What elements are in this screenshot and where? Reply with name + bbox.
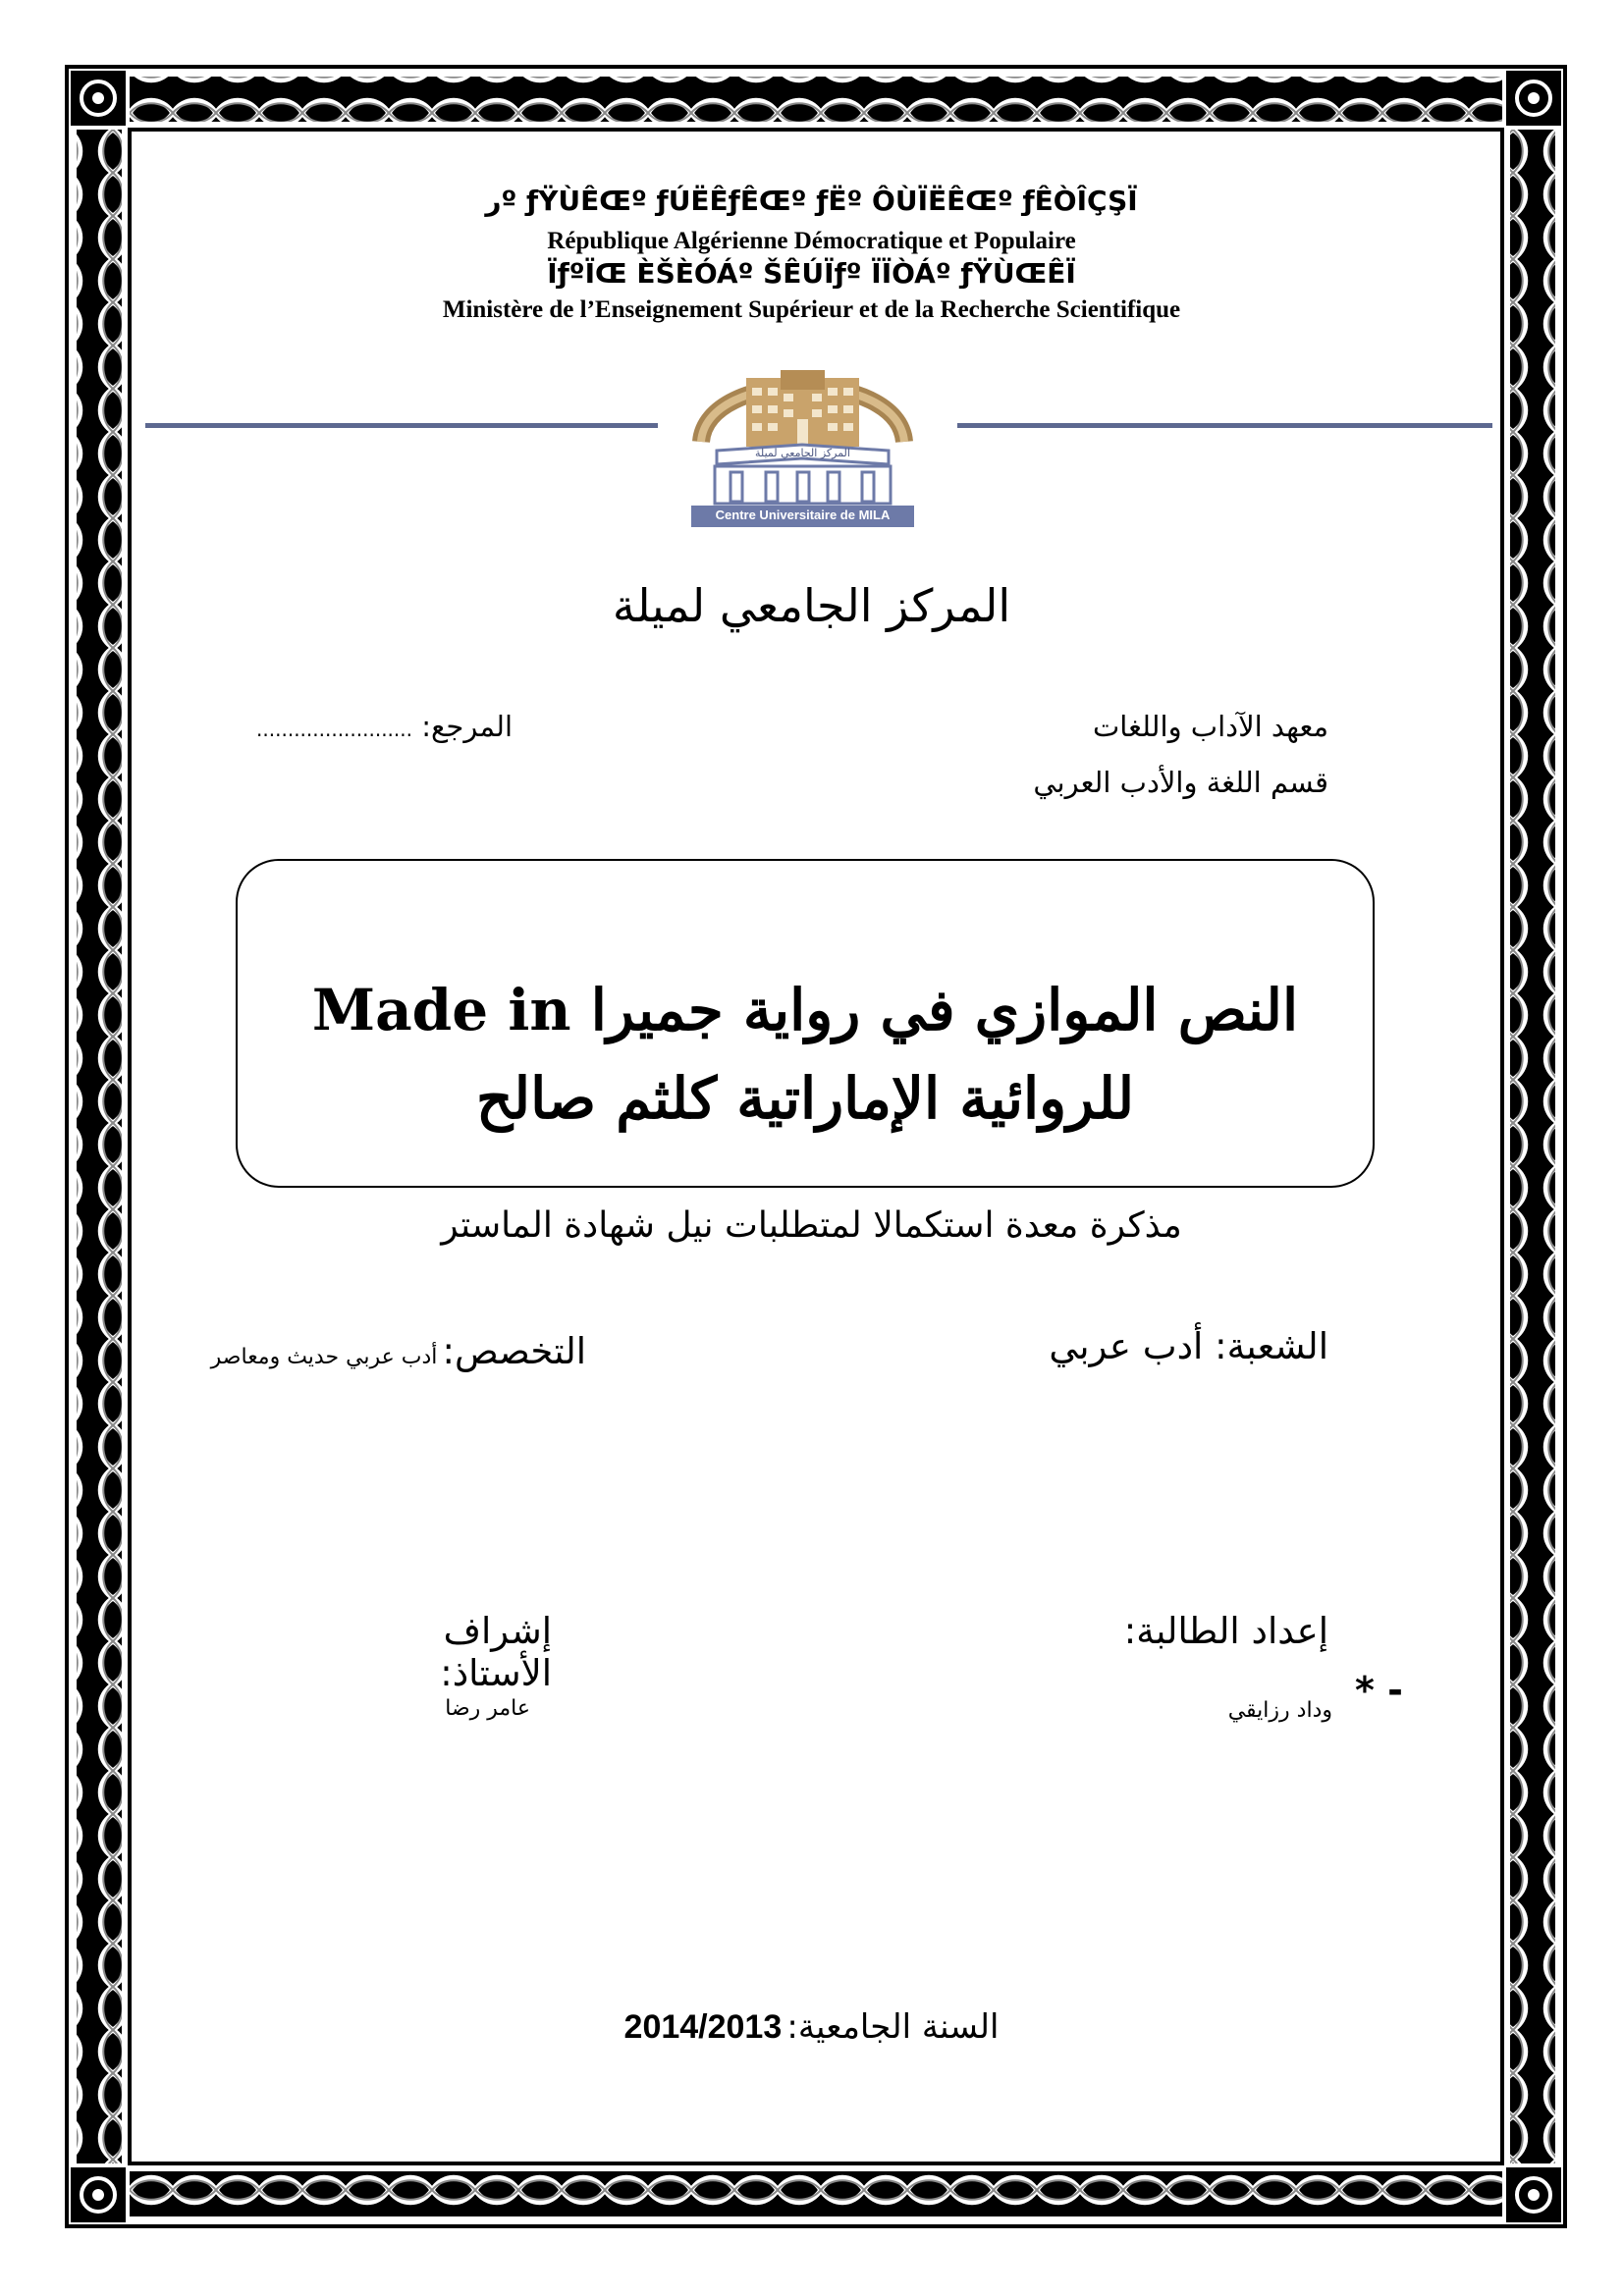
corner-ornament-bottom-left (71, 2167, 126, 2222)
university-logo (687, 348, 918, 530)
reference-field (228, 710, 513, 743)
header-rule-left (145, 423, 658, 428)
center-name: المركز الجامعي لميلة (612, 579, 1011, 632)
academic-year (0, 2007, 1623, 2047)
french-ministry-name: Ministère de l’Enseignement Supérieur et de la Recherche Scientifique (442, 296, 1181, 323)
academic-year-label: السنة الجامعية: (786, 2007, 1000, 2047)
supervisor-label: إشراف الأستاذ: (440, 1610, 552, 1694)
header-rule-right (957, 423, 1492, 428)
branch-value: أدب عربي (1049, 1325, 1204, 1367)
specialty-value: أدب عربي حديث ومعاصر (210, 1345, 438, 1369)
student-name: وداد رزايقي (1227, 1698, 1332, 1723)
student-bullet: * - (1355, 1669, 1403, 1712)
arabic-ministry-name: ÏƒºÏŒ ÈŠÈÓÁº ŠÊÚÏƒº ÏÏÒÁº ƒŸÙŒÊÏ (547, 257, 1076, 290)
reference-label: المرجع: (421, 710, 513, 743)
specialty-field (162, 1330, 586, 1372)
corner-ornament-bottom-right (1506, 2167, 1561, 2222)
department-name: قسم اللغة والأدب العربي (1033, 766, 1328, 799)
student-label: إعداد الطالبة: (1123, 1610, 1328, 1652)
reference-value: ......................... (256, 718, 412, 741)
branch-field (1049, 1325, 1328, 1367)
institute-name: معهد الآداب واللغات (1092, 710, 1328, 743)
branch-label: الشعبة: (1215, 1325, 1328, 1367)
corner-ornament-top-right (1506, 71, 1561, 126)
thesis-title-line2: للروائية الإماراتية كلثم صالح (475, 1065, 1135, 1132)
arabic-republic-name: ﺭº ƒŸÙÊŒº ƒÚËÊƒÊŒº ƒËº ÔÙÏËÊŒº ƒÊÒÎÇŞÏ (485, 185, 1138, 217)
specialty-label: التخصص: (442, 1330, 586, 1372)
corner-ornament-top-left (71, 71, 126, 126)
supervisor-name: عامر رضا (445, 1696, 530, 1721)
thesis-subtitle: مذكرة معدة استكمالا لمتطلبات نيل شهادة الماستر (441, 1205, 1182, 1246)
logo-caption: Centre Universitaire de MILA (715, 507, 891, 522)
academic-year-value: 2014/2013 (623, 2008, 783, 2046)
thesis-title-line1: النص الموازي في رواية جميرا Made in (311, 977, 1299, 1043)
logo-banner-text: المركز الجامعي لميلة (755, 447, 850, 459)
french-republic-name: République Algérienne Démocratique et Populaire (547, 228, 1076, 254)
